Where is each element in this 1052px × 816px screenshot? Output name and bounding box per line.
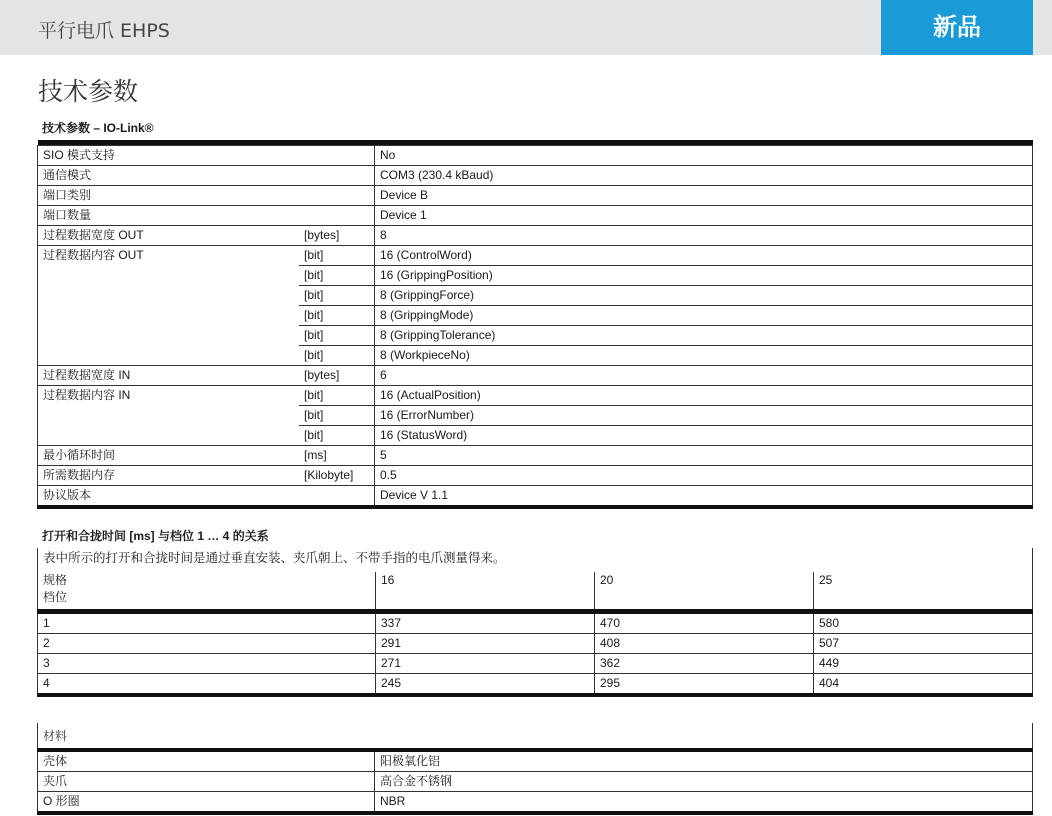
iolink-unit: [bytes]: [299, 226, 375, 246]
iolink-row: [38, 246, 1033, 266]
iolink-label: 通信模式: [38, 166, 300, 186]
header-bar: [0, 0, 1052, 55]
iolink-unit: [299, 166, 375, 186]
iolink-row: [38, 266, 1033, 286]
iolink-label: [38, 326, 300, 346]
iolink-label: [38, 406, 300, 426]
iolink-label: 过程数据内容 IN: [38, 386, 300, 406]
iolink-unit: [bit]: [299, 386, 375, 406]
iolink-label: 过程数据宽度 OUT: [38, 226, 300, 246]
iolink-row: [38, 386, 1033, 406]
material-part: O 形圈: [38, 792, 375, 814]
iolink-label: 过程数据内容 OUT: [38, 246, 300, 266]
time-value: 291: [376, 634, 595, 654]
times-header-label: [38, 572, 376, 612]
iolink-value: 8 (GrippingTolerance): [375, 326, 1033, 346]
size-label: 规格: [43, 573, 68, 587]
iolink-value: 0.5: [375, 466, 1033, 486]
materials-caption: 材料: [38, 723, 1033, 750]
iolink-unit: [bit]: [299, 406, 375, 426]
iolink-value: 16 (ControlWord): [375, 246, 1033, 266]
iolink-value: 8 (WorkpieceNo): [375, 346, 1033, 366]
material-value: NBR: [375, 792, 1033, 814]
iolink-unit: [299, 486, 375, 508]
times-table: [37, 525, 1033, 697]
iolink-label: SIO 模式支持: [38, 146, 300, 166]
size-header: 25: [814, 572, 1033, 612]
iolink-value: 16 (StatusWord): [375, 426, 1033, 446]
iolink-value: 8 (GrippingMode): [375, 306, 1033, 326]
level-cell: 3: [38, 654, 376, 674]
materials-table: [37, 723, 1033, 815]
iolink-value: No: [375, 146, 1033, 166]
iolink-unit: [bit]: [299, 326, 375, 346]
material-part: 壳体: [38, 750, 375, 772]
iolink-row: [38, 406, 1033, 426]
time-value: 404: [814, 674, 1033, 696]
iolink-table: [37, 117, 1033, 509]
times-row: [38, 612, 1033, 634]
level-label: 档位: [43, 590, 68, 604]
iolink-label: [38, 426, 300, 446]
times-row: [38, 674, 1033, 696]
iolink-row: [38, 346, 1033, 366]
iolink-caption: 技术参数 – IO-Link®: [42, 121, 154, 135]
iolink-label: [38, 266, 300, 286]
iolink-label: 协议版本: [38, 486, 300, 508]
iolink-value: 8 (GrippingForce): [375, 286, 1033, 306]
iolink-unit: [bit]: [299, 266, 375, 286]
time-value: 507: [814, 634, 1033, 654]
material-part: 夹爪: [38, 772, 375, 792]
iolink-label: 过程数据宽度 IN: [38, 366, 300, 386]
time-value: 271: [376, 654, 595, 674]
times-row: [38, 654, 1033, 674]
time-value: 337: [376, 612, 595, 634]
level-cell: 1: [38, 612, 376, 634]
iolink-value: 16 (ErrorNumber): [375, 406, 1033, 426]
iolink-row: [38, 306, 1033, 326]
iolink-unit: [bit]: [299, 426, 375, 446]
iolink-value: Device V 1.1: [375, 486, 1033, 508]
page-title: 技术参数: [38, 77, 139, 106]
iolink-value: COM3 (230.4 kBaud): [375, 166, 1033, 186]
iolink-unit: [299, 186, 375, 206]
iolink-unit: [bit]: [299, 306, 375, 326]
iolink-unit: [bytes]: [299, 366, 375, 386]
level-cell: 4: [38, 674, 376, 696]
material-value: 阳极氧化铝: [375, 750, 1033, 772]
iolink-value: Device B: [375, 186, 1033, 206]
iolink-row: [38, 226, 1033, 246]
iolink-row: [38, 426, 1033, 446]
size-header: 16: [376, 572, 595, 612]
iolink-label: [38, 306, 300, 326]
material-value: 高合金不锈钢: [375, 772, 1033, 792]
iolink-row: [38, 486, 1033, 508]
iolink-unit: [299, 206, 375, 226]
materials-row: [38, 792, 1033, 814]
iolink-unit: [bit]: [299, 346, 375, 366]
iolink-unit: [Kilobyte]: [299, 466, 375, 486]
times-row: [38, 634, 1033, 654]
iolink-label: [38, 346, 300, 366]
time-value: 362: [595, 654, 814, 674]
iolink-row: [38, 366, 1033, 386]
materials-row: [38, 772, 1033, 792]
time-value: 470: [595, 612, 814, 634]
new-badge: 新品: [881, 0, 1033, 55]
iolink-row: [38, 206, 1033, 226]
time-value: 408: [595, 634, 814, 654]
iolink-label: [38, 286, 300, 306]
materials-row: [38, 750, 1033, 772]
iolink-row: [38, 186, 1033, 206]
iolink-row: [38, 446, 1033, 466]
iolink-unit: [ms]: [299, 446, 375, 466]
iolink-label: 最小循环时间: [38, 446, 300, 466]
iolink-label: 所需数据内存: [38, 466, 300, 486]
time-value: 245: [376, 674, 595, 696]
size-header: 20: [595, 572, 814, 612]
iolink-unit: [299, 146, 375, 166]
iolink-row: [38, 326, 1033, 346]
level-cell: 2: [38, 634, 376, 654]
iolink-row: [38, 166, 1033, 186]
iolink-row: [38, 286, 1033, 306]
times-caption: 打开和合拢时间 [ms] 与档位 1 … 4 的关系: [42, 529, 269, 543]
iolink-value: 16 (GrippingPosition): [375, 266, 1033, 286]
product-title: 平行电爪 EHPS: [38, 20, 170, 42]
time-value: 449: [814, 654, 1033, 674]
iolink-value: Device 1: [375, 206, 1033, 226]
iolink-label: 端口数量: [38, 206, 300, 226]
iolink-value: 16 (ActualPosition): [375, 386, 1033, 406]
iolink-label: 端口类别: [38, 186, 300, 206]
iolink-value: 8: [375, 226, 1033, 246]
iolink-row: [38, 146, 1033, 166]
iolink-unit: [bit]: [299, 246, 375, 266]
iolink-value: 6: [375, 366, 1033, 386]
iolink-row: [38, 466, 1033, 486]
iolink-unit: [bit]: [299, 286, 375, 306]
time-value: 295: [595, 674, 814, 696]
times-note: 表中所示的打开和合拢时间是通过垂直安装、夹爪朝上、不带手指的电爪测量得来。: [38, 548, 1033, 572]
time-value: 580: [814, 612, 1033, 634]
iolink-value: 5: [375, 446, 1033, 466]
